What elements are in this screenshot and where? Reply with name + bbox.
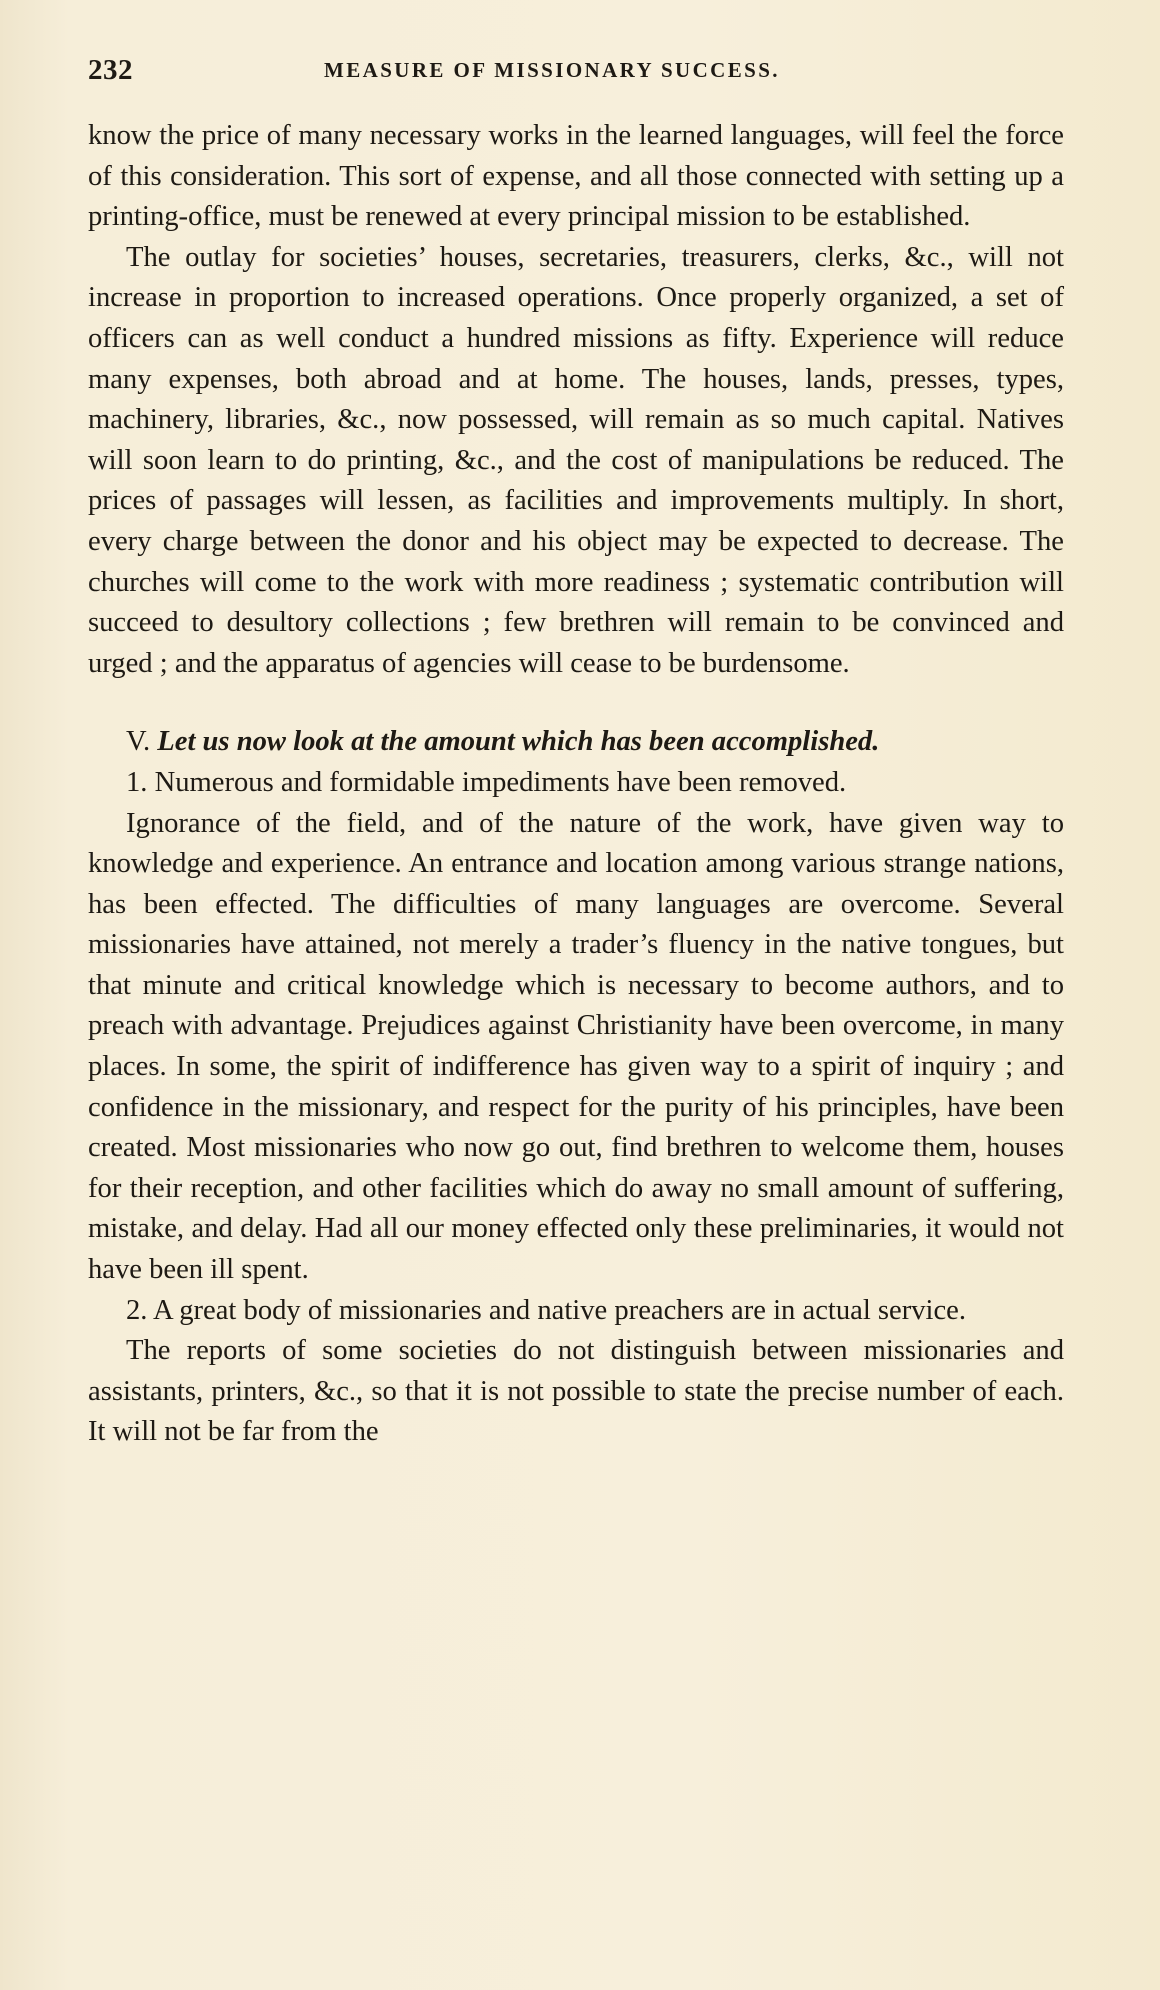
paragraph-reports: The reports of some societies do not distinguish between missionaries and assistants, printers, &c., so that it is not possible to state the precise number of each. It will not be far from the [88,1335,1064,1448]
paragraph-outlay: The outlay for societies’ houses, secretaries, treasurers, clerks, &c., will not increase in proportion to increased operations. Once properly organized, a set of officers can as well conduct a hundred missions as fifty. Experience will reduce many expenses, both abroad and at home. The houses, lands, presses, types, machinery, libraries, &c., now possessed, will remain as so much capital. Natives will soon learn to do printing, &c., and the cost of manipulations be reduced. The prices of passages will lessen, as facilities and improvements multiply. In short, every charge between the donor and his object may be expected to decrease. The churches will come to the work with more readiness ; systematic contribution will succeed to desultory collections ; few brethren will remain to be convinced and urged ; and the apparatus of agencies will cease to be burdensome. [88,241,1064,679]
paragraph-continuation: know the price of many necessary works in the learned languages, will feel the force of this consideration. This sort of expense, and all those connected with setting up a printing-office, must be renewed at every principal mission to be established. [88,120,1064,233]
paragraph-ignorance: Ignorance of the field, and of the nature of the work, have given way to knowledge and experience. An entrance and location among various strange nations, has been effected. The difficulties of many languages are overcome. Several missionaries have attained, not merely a trader’s fluency in the native tongues, but that minute and critical knowledge which is necessary to become authors, and to preach with advantage. Prejudices against Christianity have been overcome, in many places. In some, the spirit of indifference has given way to a spirit of inquiry ; and confidence in the missionary, and respect for the purity of his principles, have been created. Most missionaries who now go out, find brethren to welcome them, houses for their reception, and other facilities which do away no small amount of suffering, mistake, and delay. Had all our money effected only these preliminaries, it would not have been ill spent. [88,807,1064,1286]
running-title: MEASURE OF MISSIONARY SUCCESS. [324,58,780,82]
body-text [88,116,1064,1453]
paragraph-point-1: 1. Numerous and formidable impediments have been removed. [126,766,847,798]
section-heading-text: Let us now look at the amount which has been accomplished. [157,726,880,758]
paragraph-point-2: 2. A great body of missionaries and native preachers are in actual service. [126,1294,967,1326]
section-heading [88,722,1064,763]
page-number: 232 [88,54,133,86]
section-numeral: V. [126,726,151,758]
running-head [88,54,1078,94]
